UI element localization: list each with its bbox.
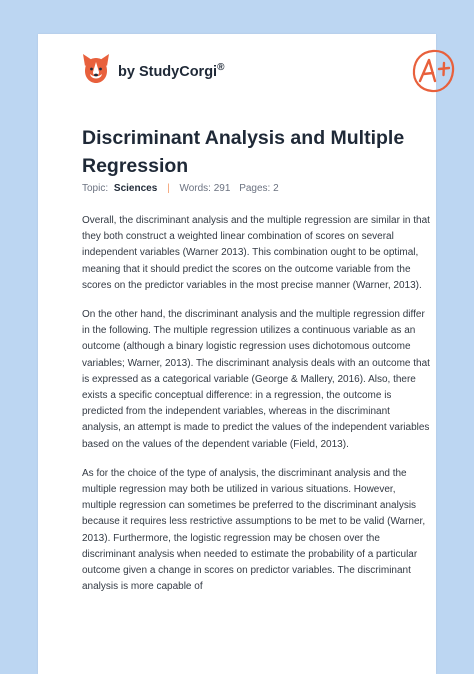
paragraph: As for the choice of the type of analysis, the discriminant analysis and the multiple regression may both be utilized in various situations. However, multiple regression can sometimes be preferred to the discriminant analysis because it requires less restrictive assumptions to be met to be valid (Warner, 2013). Furthermore, the logistic regression may be chosen over the discriminant analysis when needed to estimate the probability of a particular outcome given a change in scores on predictor variables. The discriminant analysis is more capable of: [82, 467, 426, 593]
registered-mark: ®: [217, 62, 225, 73]
document-meta: [82, 183, 279, 194]
brand-name[interactable]: [118, 62, 224, 80]
brand-text: by StudyCorgi: [118, 63, 218, 80]
corgi-logo-icon: [82, 52, 110, 84]
header: [82, 52, 432, 102]
word-count: Words: 291: [179, 183, 231, 194]
topic-link[interactable]: Sciences: [113, 183, 158, 194]
paragraph: Overall, the discriminant analysis and the multiple regression are similar in that they both construct a weighted linear combination of scores on several independent variables (Warner 2013). This combination ought to be optimal, meaning that it should predict the scores on the outcome variable from the scores on the predictor variables in the most precise manner (Warner, 2013).: [82, 215, 430, 291]
meta-separator: |: [167, 183, 170, 194]
document-body: [82, 213, 430, 608]
paragraph: On the other hand, the discriminant analysis and the multiple regression differ in the following. The multiple regression utilizes a continuous variable as an outcome (although a binary logistic regression uses dichotomous outcome variables; Warner, 2013). The discriminant analysis deals with an outcome that is expressed as a categorical variable (George & Mallery, 2016). Also, there exists a specific conceptual difference: in a regression, the outcome is predicted from the independent variables, whereas in the discriminant analysis, an attempt is made to predict the values of the independent variables based on the values of the dependent variable (Field, 2013).: [82, 309, 430, 450]
page-count: Pages: 2: [239, 183, 279, 194]
topic-label: Topic:: [82, 183, 109, 194]
page-title: Discriminant Analysis and Multiple Regression: [82, 127, 405, 177]
a-plus-grade-icon: [410, 48, 456, 94]
document-page: [38, 34, 436, 674]
